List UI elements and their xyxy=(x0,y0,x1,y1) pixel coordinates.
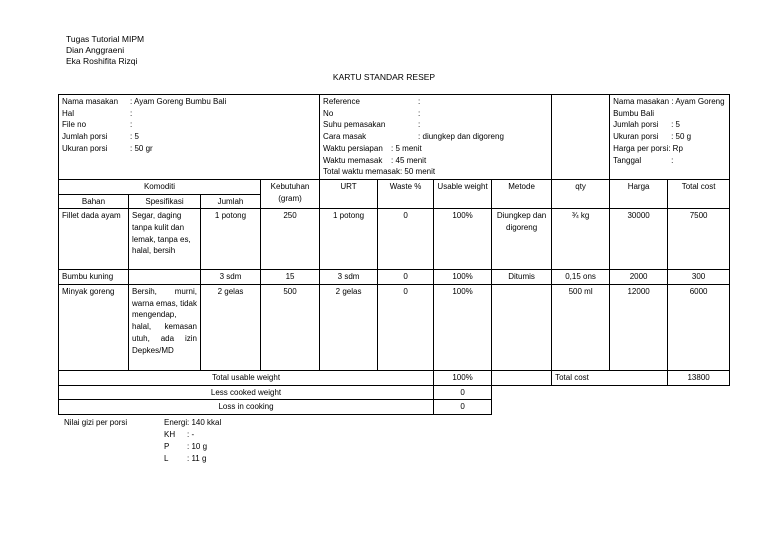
cell-harga: 2000 xyxy=(610,270,668,285)
loss-label: Loss in cooking xyxy=(59,400,434,415)
recipe-card-table xyxy=(58,94,730,415)
info-value: : 50 gr xyxy=(130,143,153,153)
author-line-2: Dian Anggraeni xyxy=(66,45,125,55)
nutrient-name: KH xyxy=(164,430,176,439)
nutrient-name: L xyxy=(164,454,169,463)
nutrition-item xyxy=(164,441,284,453)
nutrition-item xyxy=(164,429,284,441)
info-value: : xyxy=(418,97,421,106)
summary-row-loss xyxy=(59,400,730,415)
mid-info-block xyxy=(320,95,552,180)
header-total-cost: Total cost xyxy=(668,179,730,208)
info-value: : Ayam Goreng Bumbu Bali xyxy=(613,97,725,118)
header-kebutuhan: Kebutuhan (gram) xyxy=(261,179,320,208)
cell-kebutuhan: 500 xyxy=(261,285,320,371)
table-row xyxy=(59,285,730,371)
cell-jumlah: 1 potong xyxy=(201,209,261,270)
nutrient-value: : 11 g xyxy=(187,454,207,463)
info-label: Ukuran porsi xyxy=(62,143,108,153)
header-spesifikasi: Spesifikasi xyxy=(129,194,201,209)
info-value: : 5 menit xyxy=(391,143,422,153)
info-value: : xyxy=(418,108,421,118)
info-value: : Rp xyxy=(668,143,683,153)
info-value: : xyxy=(130,120,133,130)
info-row xyxy=(59,95,730,180)
info-label: Total waktu memasak xyxy=(323,167,400,177)
summary-row-usable xyxy=(59,371,730,386)
info-spacer xyxy=(552,95,610,180)
info-dish xyxy=(613,96,726,119)
nutrition-values xyxy=(164,417,284,465)
cell-total: 300 xyxy=(668,270,730,285)
cell-bahan: Minyak goreng xyxy=(59,285,129,371)
cell-waste: 0 xyxy=(378,285,434,371)
cell-qty: 500 ml xyxy=(552,285,610,371)
summary-blank xyxy=(492,385,730,400)
cell-waste: 0 xyxy=(378,209,434,270)
summary-blank xyxy=(492,400,730,415)
cell-harga: 12000 xyxy=(610,285,668,371)
cell-jumlah: 3 sdm xyxy=(201,270,261,285)
cell-kebutuhan: 250 xyxy=(261,209,320,270)
nutrient-name: P xyxy=(164,442,170,451)
cell-kebutuhan: 15 xyxy=(261,270,320,285)
info-value: : diungkep dan digoreng xyxy=(418,132,504,142)
cell-total: 6000 xyxy=(668,285,730,371)
info-value: : 5 xyxy=(130,132,139,142)
info-label: Tanggal xyxy=(613,155,642,165)
left-info-block xyxy=(59,95,320,180)
table-row xyxy=(59,270,730,285)
cell-metode: Diungkep dan digoreng xyxy=(492,209,552,270)
total-cost-label: Total cost xyxy=(552,371,668,386)
author-line-1: Tugas Tutorial MIPM xyxy=(66,34,145,44)
column-header-row xyxy=(59,179,730,194)
cell-usable: 100% xyxy=(434,285,492,371)
cell-qty: ¾ kg xyxy=(552,209,610,270)
nutrient-value: : 140 kkal xyxy=(187,418,222,427)
total-usable-label: Total usable weight xyxy=(59,371,434,386)
info-label: Nama masakan xyxy=(613,97,670,106)
info-value: : xyxy=(130,108,133,118)
header-waste: Waste % xyxy=(378,179,434,208)
cell-urt: 1 potong xyxy=(320,209,378,270)
header-usable: Usable weight xyxy=(434,179,492,208)
nutrition-label: Nilai gizi per porsi xyxy=(64,418,128,427)
cell-qty: 0,15 ons xyxy=(552,270,610,285)
info-label: Harga per porsi xyxy=(613,143,669,153)
info-label: No xyxy=(323,108,334,118)
cell-jumlah: 2 gelas xyxy=(201,285,261,371)
table-row xyxy=(59,209,730,270)
info-label: Hal xyxy=(62,108,75,118)
header-urt: URT xyxy=(320,179,378,208)
nutrition-item xyxy=(164,453,284,465)
info-label: Jumlah porsi xyxy=(62,132,108,142)
info-label: Reference xyxy=(323,97,360,106)
total-usable-value: 100% xyxy=(434,371,492,386)
nutrient-value: : - xyxy=(187,430,195,439)
info-label: Waktu memasak xyxy=(323,155,383,165)
header-jumlah: Jumlah xyxy=(201,194,261,209)
info-label: Cara masak xyxy=(323,132,367,142)
nutrient-name: Energi xyxy=(164,418,188,427)
cell-urt: 3 sdm xyxy=(320,270,378,285)
cell-usable: 100% xyxy=(434,209,492,270)
header-qty: qty xyxy=(552,179,610,208)
cell-bahan: Bumbu kuning xyxy=(59,270,129,285)
info-label: Ukuran porsi xyxy=(613,132,659,142)
header-bahan: Bahan xyxy=(59,194,129,209)
right-info-block xyxy=(610,95,730,180)
info-label: Waktu persiapan xyxy=(323,143,383,153)
total-cost-value: 13800 xyxy=(668,371,730,386)
header-komoditi: Komoditi xyxy=(59,179,261,194)
info-value: : 5 xyxy=(671,120,680,130)
cell-spesifikasi xyxy=(129,270,201,285)
cell-metode: Ditumis xyxy=(492,270,552,285)
cell-urt: 2 gelas xyxy=(320,285,378,371)
info-value: : 50 menit xyxy=(399,167,436,177)
info-value: : Ayam Goreng Bumbu Bali xyxy=(130,97,227,106)
info-value: : 50 g xyxy=(671,132,692,142)
nutrient-value: : 10 g xyxy=(187,442,208,451)
cell-metode xyxy=(492,285,552,371)
cell-usable: 100% xyxy=(434,270,492,285)
info-value: : xyxy=(418,120,421,130)
cell-harga: 30000 xyxy=(610,209,668,270)
cell-total: 7500 xyxy=(668,209,730,270)
document-title: KARTU STANDAR RESEP xyxy=(332,72,436,82)
cell-waste: 0 xyxy=(378,270,434,285)
nutrition-item xyxy=(164,417,284,429)
header-metode: Metode xyxy=(492,179,552,208)
summary-spacer xyxy=(492,371,552,386)
info-label: Nama masakan xyxy=(62,97,119,106)
info-value: : xyxy=(671,155,674,165)
info-label: File no xyxy=(62,120,87,130)
header-harga: Harga xyxy=(610,179,668,208)
loss-value: 0 xyxy=(434,400,492,415)
cell-bahan: Fillet dada ayam xyxy=(59,209,129,270)
less-cooked-label: Less cooked weight xyxy=(59,385,434,400)
info-value: : 45 menit xyxy=(391,155,427,165)
less-cooked-value: 0 xyxy=(434,385,492,400)
author-line-3: Eka Roshifita Rizqi xyxy=(66,56,138,66)
cell-spesifikasi: Segar, daging tanpa kulit dan lemak, tanpa es, halal, bersih xyxy=(129,209,201,270)
info-label: Suhu pemasakan xyxy=(323,120,386,130)
cell-spesifikasi: Bersih, murni, warna emas, tidak mengendap, halal, kemasan utuh, ada izin Depkes/MD xyxy=(129,285,201,371)
info-label: Jumlah porsi xyxy=(613,120,659,130)
summary-row-less-cooked xyxy=(59,385,730,400)
